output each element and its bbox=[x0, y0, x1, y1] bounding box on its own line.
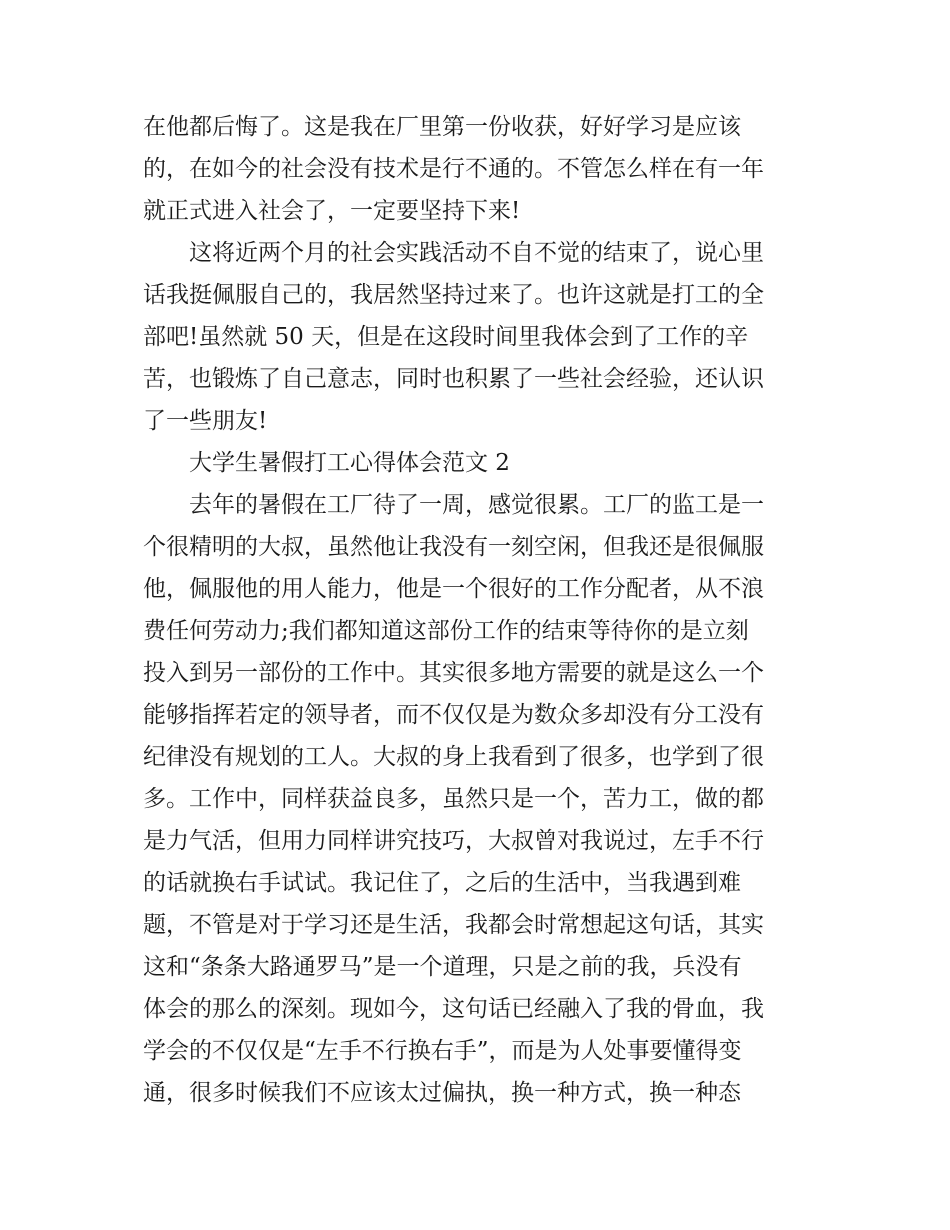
document-body bbox=[143, 106, 813, 1114]
paragraph-line: 这和“条条大路通罗马”是一个道理，只是之前的我，兵没有 bbox=[143, 954, 742, 980]
paragraph-line: 题，不管是对于学习还是生活，我都会时常想起这句话，其实 bbox=[143, 912, 764, 938]
paragraph-line: 话我挺佩服自己的，我居然坚持过来了。也许这就是打工的全 bbox=[143, 282, 764, 308]
paragraph-line: 在他都后悔了。这是我在厂里第一份收获，好好学习是应该 bbox=[143, 114, 741, 140]
paragraph-line: 就正式进入社会了，一定要坚持下来! bbox=[143, 198, 521, 224]
paragraph-line: 学会的不仅仅是“左手不行换右手”，而是为人处事要懂得变 bbox=[143, 1038, 742, 1064]
paragraph-line: 个很精明的大叔，虽然他让我没有一刻空闲，但我还是很佩服 bbox=[143, 534, 764, 560]
paragraph-line: 苦，也锻炼了自己意志，同时也积累了一些社会经验，还认识 bbox=[143, 366, 764, 392]
section-heading: 大学生暑假打工心得体会范文 2 bbox=[189, 450, 510, 476]
paragraph-line: 的话就换右手试试。我记住了，之后的生活中，当我遇到难 bbox=[143, 870, 741, 896]
paragraph-line: 去年的暑假在工厂待了一周，感觉很累。工厂的监工是一 bbox=[189, 492, 764, 518]
paragraph-line: 的，在如今的社会没有技术是行不通的。不管怎么样在有一年 bbox=[143, 156, 764, 182]
paragraph-line: 投入到另一部份的工作中。其实很多地方需要的就是这么一个 bbox=[143, 660, 764, 686]
paragraph-line: 通，很多时候我们不应该太过偏执，换一种方式，换一种态 bbox=[143, 1080, 741, 1106]
paragraph-line: 部吧!虽然就 50 天，但是在这段时间里我体会到了工作的辛 bbox=[143, 324, 749, 350]
paragraph-line: 纪律没有规划的工人。大叔的身上我看到了很多，也学到了很 bbox=[143, 744, 764, 770]
paragraph-line: 能够指挥若定的领导者，而不仅仅是为数众多却没有分工没有 bbox=[143, 702, 764, 728]
paragraph-line: 费任何劳动力;我们都知道这部份工作的结束等待你的是立刻 bbox=[143, 618, 749, 644]
paragraph-line: 多。工作中，同样获益良多，虽然只是一个，苦力工，做的都 bbox=[143, 786, 764, 812]
paragraph-line: 了一些朋友! bbox=[143, 408, 268, 434]
paragraph-line: 这将近两个月的社会实践活动不自不觉的结束了，说心里 bbox=[189, 240, 764, 266]
paragraph-line: 体会的那么的深刻。现如今，这句话已经融入了我的骨血，我 bbox=[143, 996, 764, 1022]
paragraph-line: 他，佩服他的用人能力，他是一个很好的工作分配者，从不浪 bbox=[143, 576, 764, 602]
paragraph-line: 是力气活，但用力同样讲究技巧，大叔曾对我说过，左手不行 bbox=[143, 828, 764, 854]
